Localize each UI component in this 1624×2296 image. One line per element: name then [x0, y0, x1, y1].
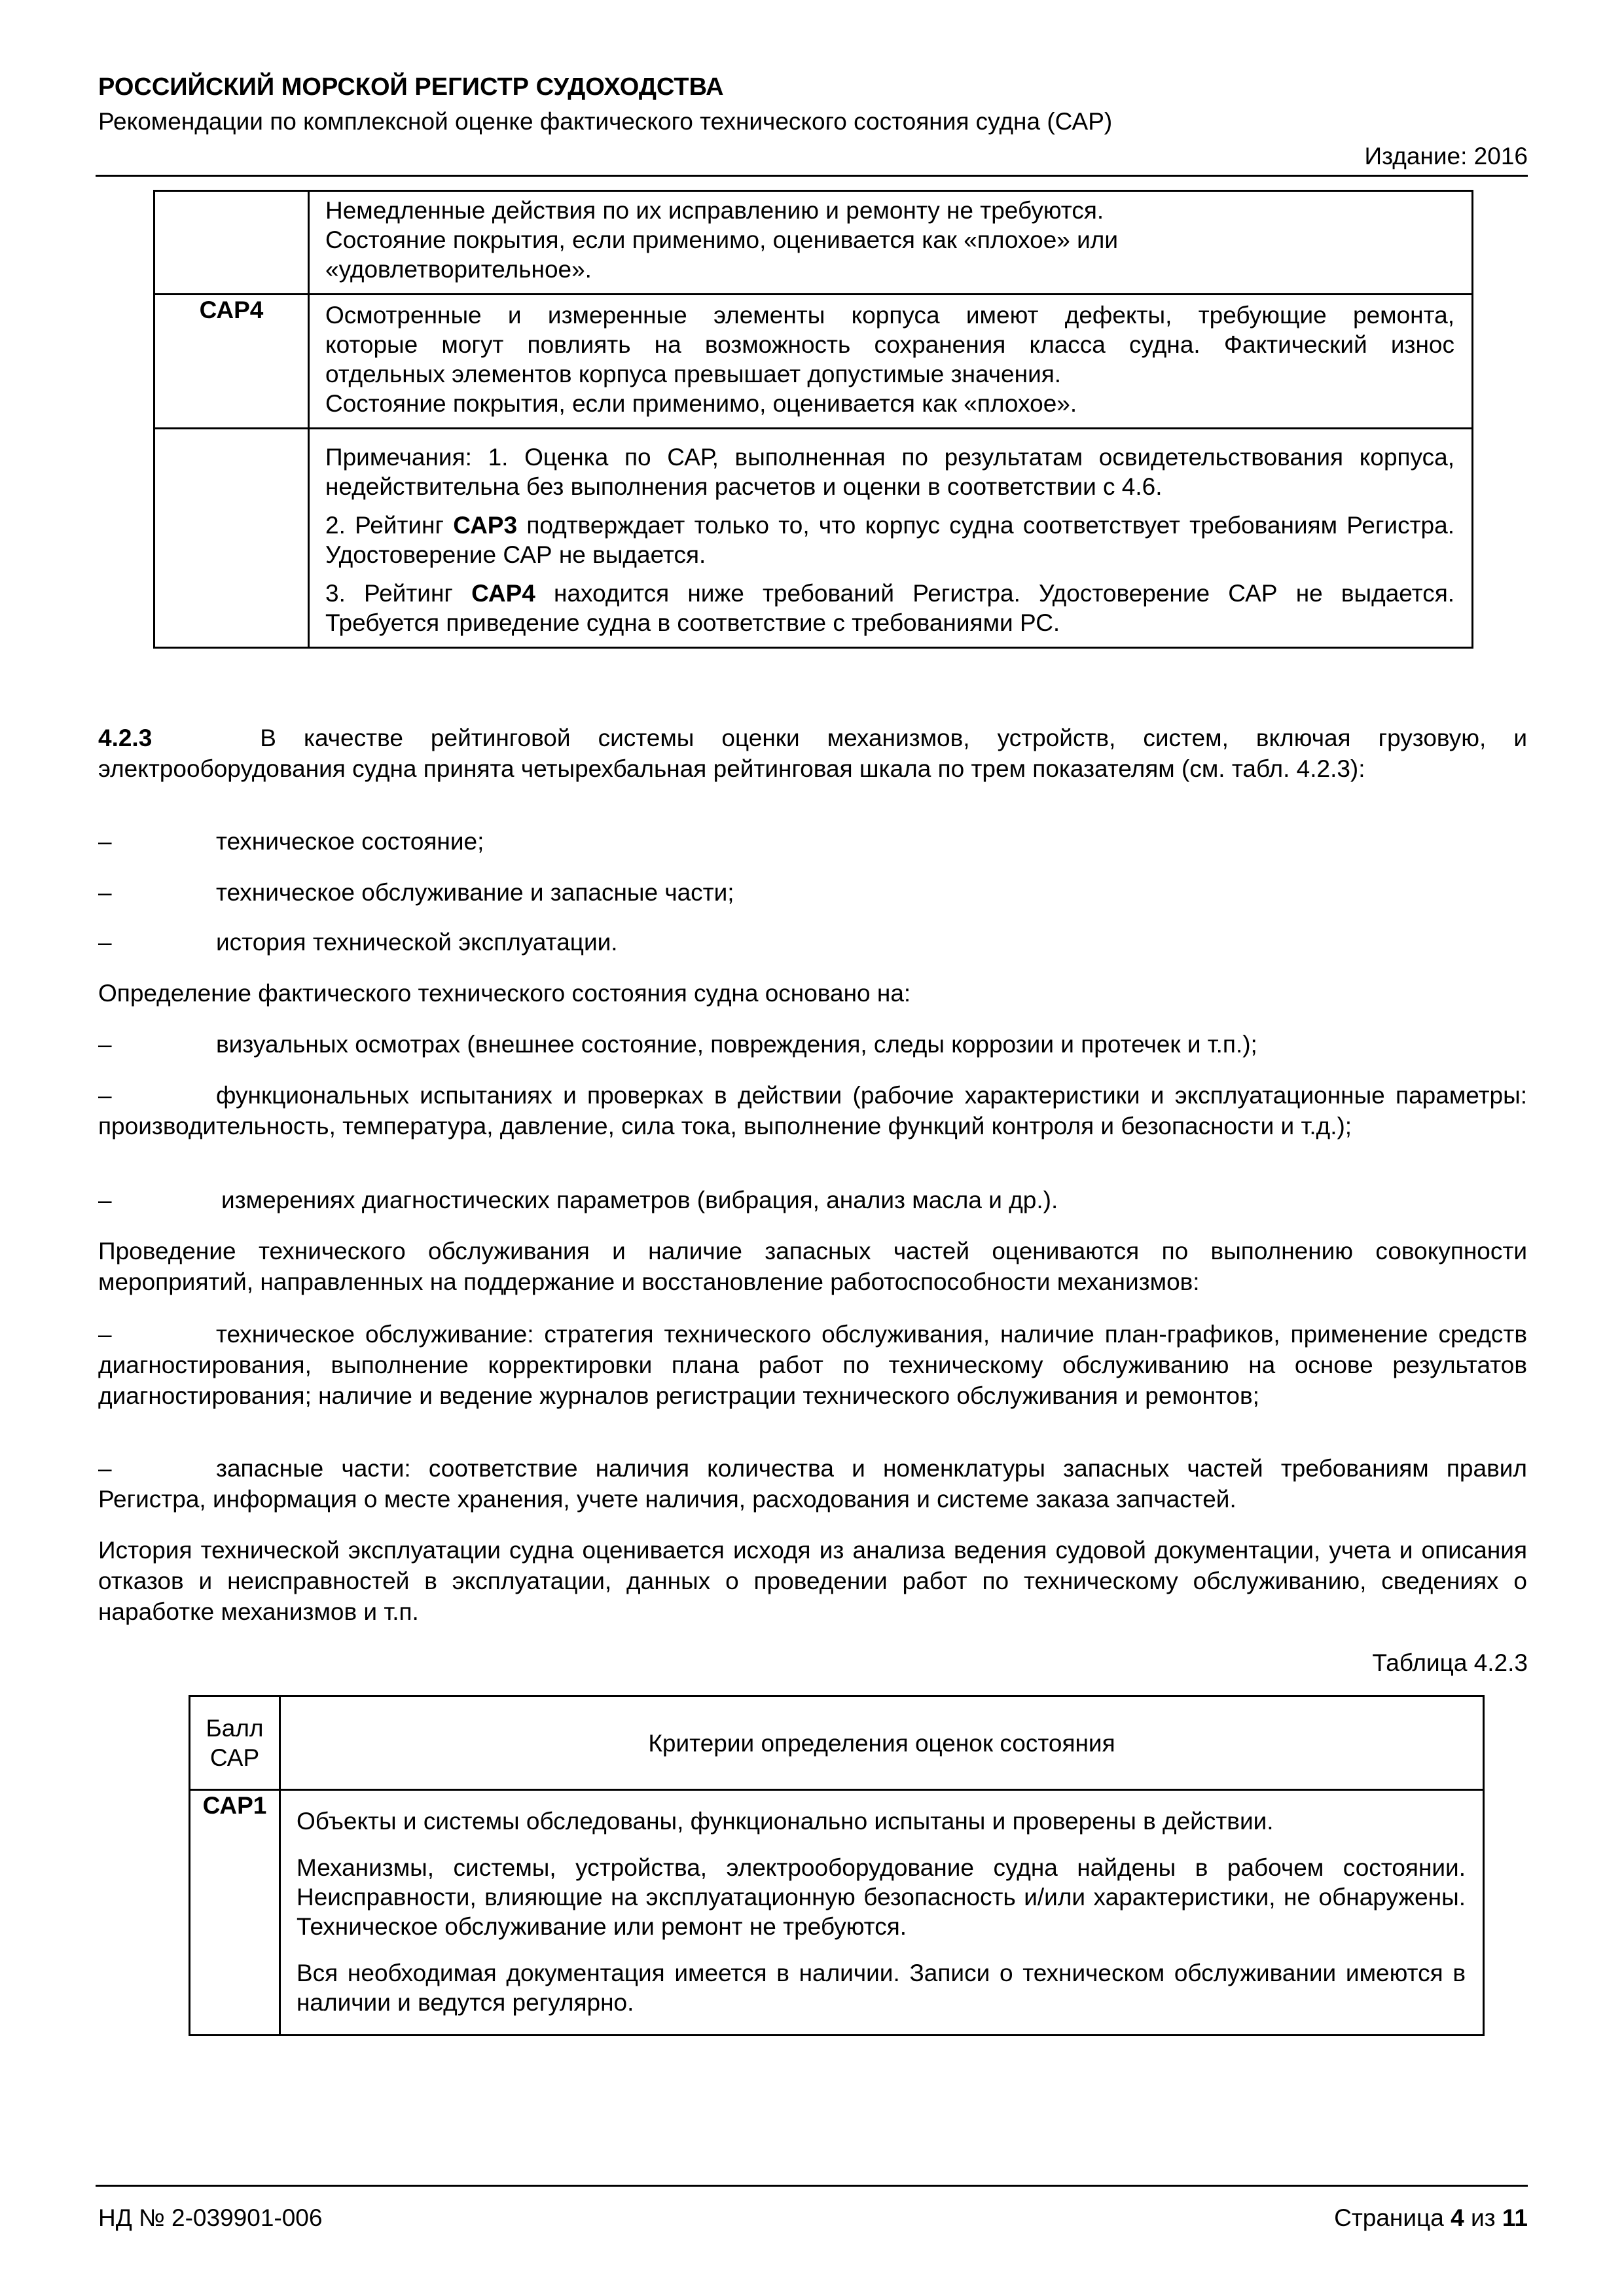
list-item: – история технической эксплуатации. — [98, 929, 618, 956]
rating-criteria: Осмотренные и измеренные элементы корпуса имеют дефекты, требующие ремонта, которые могут повлиять на возможность сохранения класса судна. Фактический износ отдельных элементов корпуса превышает допустимые значения. Состояние покрытия, если применимо, оценивается как «плохое». — [309, 295, 1473, 429]
mechanisms-rating-table — [189, 1695, 1485, 2036]
footer-page-number: Страница 4 из 11 — [1334, 2204, 1528, 2231]
hull-rating-table — [153, 190, 1473, 649]
rating-label — [154, 191, 309, 295]
header-subtitle: Рекомендации по комплексной оценке фактического технического состояния судна (САР) — [98, 108, 1113, 135]
column-header-score: Балл САР — [190, 1696, 280, 1790]
section-intro: 4.2.3 В качестве рейтинговой системы оценки механизмов, устройств, систем, включая грузовую, и электрооборудования судна принята четырехбальная рейтинговая шкала по трем показателям (см. табл. 4.2.3): — [98, 725, 1527, 782]
column-header-criteria: Критерии определения оценок состояния — [280, 1696, 1484, 1790]
rating-criteria: Немедленные действия по их исправлению и ремонту не требуются. Состояние покрытия, если применимо, оценивается как «плохое» или «удовлетворительное». — [309, 191, 1473, 295]
note-3: 3. Рейтинг САР4 находится ниже требований Регистра. Удостоверение САР не выдается. Требуется приведение судна в соответствие с требованиями РС. — [325, 580, 1455, 636]
table-notes — [309, 429, 1473, 648]
table-caption: Таблица 4.2.3 — [1372, 1649, 1528, 1676]
list-item: – техническое обслуживание и запасные части; — [98, 879, 734, 906]
header-edition: Издание: 2016 — [1364, 143, 1528, 170]
list-item: – запасные части: соответствие наличия количества и номенклатуры запасных частей требованиям правил Регистра, информация о месте хранения, учете наличия, расходования и системе заказа запчастей. — [98, 1455, 1527, 1513]
paragraph: Определение фактического технического состояния судна основано на: — [98, 980, 911, 1007]
table-row — [154, 295, 1473, 429]
list-item: – функциональных испытаниях и проверках в действии (рабочие характеристики и эксплуатационные параметры: производительность, температура, давление, сила тока, выполнение функций контроля и безопасности и т.д.); — [98, 1082, 1527, 1139]
rating-criteria: Объекты и системы обследованы, функционально испытаны и проверены в действии. Механизмы, системы, устройства, электрооборудование судна найдены в рабочем состоянии. Неисправности, влияющие на эксплуатационную безопасность и/или характеристики, не обнаружены. Техническое обслуживание или ремонт не требуются. Вся необходимая документация имеется в наличии. Записи о техническом обслуживании имеются в наличии и ведутся регулярно. — [280, 1790, 1484, 2036]
paragraph: Проведение технического обслуживания и наличие запасных частей оцениваются по выполнению совокупности мероприятий, направленных на поддержание и восстановление работоспособности механизмов: — [98, 1238, 1527, 1295]
list-item: – измерениях диагностических параметров (вибрация, анализ масла и др.). — [98, 1187, 1058, 1213]
list-item: – техническое состояние; — [98, 828, 484, 855]
table-header-row — [190, 1696, 1484, 1790]
footer-doc-number: НД № 2-039901-006 — [98, 2204, 323, 2231]
footer-divider — [96, 2185, 1528, 2187]
rating-label-cap4: САР4 — [154, 295, 309, 429]
list-item: – техническое обслуживание: стратегия технического обслуживания, наличие план-графиков, применение средств диагностирования, выполнение корректировки плана работ по техническому обслуживанию на основе результатов диагностирования; наличие и ведение журналов регистрации технического обслуживания и ремонтов; — [98, 1321, 1527, 1409]
paragraph: История технической эксплуатации судна оценивается исходя из анализа ведения судовой документации, учета и описания отказов и неисправностей в эксплуатации, данных о проведении работ по техническому обслуживанию, сведениях о наработке механизмов и т.п. — [98, 1537, 1527, 1625]
table-row-notes — [154, 429, 1473, 648]
note-2: 2. Рейтинг САР3 подтверждает только то, что корпус судна соответствует требованиям Регистра. Удостоверение САР не выдается. — [325, 512, 1454, 568]
header-divider — [96, 175, 1528, 177]
list-item: – визуальных осмотрах (внешнее состояние, повреждения, следы коррозии и протечек и т.п.); — [98, 1031, 1257, 1058]
note-1: Примечания: 1. Оценка по САР, выполненная по результатам освидетельствования корпуса, недействительна без выполнения расчетов и оценки в соответствии с 4.6. — [325, 444, 1454, 500]
header-organization: РОССИЙСКИЙ МОРСКОЙ РЕГИСТР СУДОХОДСТВА — [98, 73, 724, 101]
section-number: 4.2.3 — [98, 725, 153, 751]
rating-label-cap1: САР1 — [190, 1790, 280, 2036]
table-row — [190, 1790, 1484, 2036]
table-row — [154, 191, 1473, 295]
